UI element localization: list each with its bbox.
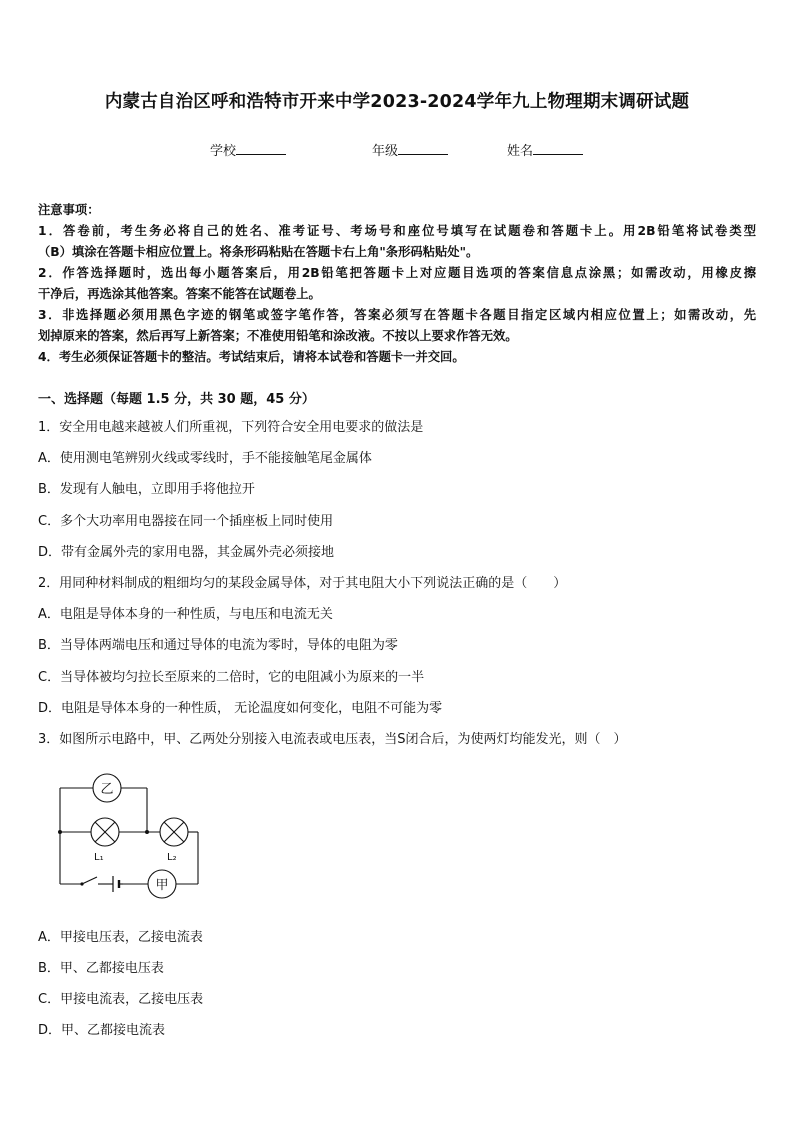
- note-line: 1．答卷前，考生务必将自己的姓名、准考证号、考场号和座位号填写在试题卷和答题卡上。用2B铅笔将试卷类型: [38, 224, 756, 238]
- name-field: [507, 140, 583, 159]
- option-b: B．甲、乙都接电压表: [38, 961, 164, 976]
- option-a: A．电阻是导体本身的一种性质，与电压和电流无关: [38, 607, 333, 622]
- option-c: C．甲接电流表，乙接电压表: [38, 992, 204, 1007]
- lamp-l1-icon: [91, 818, 119, 846]
- option-b: B．发现有人触电，立即用手将他拉开: [38, 482, 255, 497]
- grade-label: 年级: [372, 144, 399, 159]
- note-line: 4．考生必须保证答题卡的整洁。考试结束后，请将本试卷和答题卡一并交回。: [38, 350, 465, 364]
- question-stem: 1．安全用电越来越被人们所重视，下列符合安全用电要求的做法是: [38, 420, 424, 435]
- option-a: A．使用测电笔辨别火线或零线时，手不能接触笔尾金属体: [38, 451, 372, 466]
- name-label: 姓名: [507, 144, 534, 159]
- name-blank[interactable]: [533, 142, 583, 155]
- notes-heading: 注意事项：: [38, 203, 100, 217]
- section-heading: 一、选择题（每题 1.5 分，共 30 题，45 分）: [38, 392, 315, 407]
- option-a: A．甲接电压表，乙接电流表: [38, 930, 203, 945]
- option-d: D．电阻是导体本身的一种性质， 无论温度如何变化，电阻不可能为零: [38, 701, 443, 716]
- meter-jia-label: 甲: [155, 878, 169, 893]
- notes-section: [38, 200, 756, 368]
- option-d: D．甲、乙都接电流表: [38, 1023, 166, 1038]
- school-blank[interactable]: [236, 142, 286, 155]
- note-line: （B）填涂在答题卡相应位置上。将条形码粘贴在答题卡右上角"条形码粘贴处"。: [38, 245, 479, 259]
- note-line: 划掉原来的答案，然后再写上新答案；不准使用铅笔和涂改液。不按以上要求作答无效。: [38, 329, 518, 343]
- school-label: 学校: [210, 144, 237, 159]
- junction-dot: [145, 830, 149, 834]
- school-field: [210, 140, 286, 159]
- switch-icon: [80, 877, 97, 886]
- option-d: D．带有金属外壳的家用电器，其金属外壳必须接地: [38, 545, 335, 560]
- option-b: B．当导体两端电压和通过导体的电流为零时，导体的电阻为零: [38, 638, 398, 653]
- meter-yi-label: 乙: [100, 782, 114, 797]
- note-line: 3．非选择题必须用黑色字迹的钢笔或签字笔作答，答案必须写在答题卡各题目指定区域内相应位置上；如需改动，先: [38, 308, 756, 322]
- lamp-l1-label: L₁: [94, 852, 104, 863]
- battery-icon: [113, 876, 123, 892]
- meter-yi: [93, 774, 121, 802]
- note-line: 干净后，再选涂其他答案。答案不能答在试题卷上。: [38, 287, 321, 301]
- circuit-diagram: [50, 760, 210, 900]
- option-c: C．当导体被均匀拉长至原来的二倍时，它的电阻减小为原来的一半: [38, 670, 425, 685]
- junction-dot: [58, 830, 62, 834]
- lamp-l2-icon: [160, 818, 188, 846]
- grade-field: [372, 140, 448, 159]
- note-line: 2．作答选择题时，选出每小题答案后，用2B铅笔把答题卡上对应题目选项的答案信息点涂黑；如需改动，用橡皮擦: [38, 266, 756, 280]
- option-c: C．多个大功率用电器接在同一个插座板上同时使用: [38, 514, 334, 529]
- question-stem: 3．如图所示电路中，甲、乙两处分别接入电流表或电压表，当S闭合后，为使两灯均能发光，则（ ）: [38, 732, 627, 747]
- page-title: 内蒙古自治区呼和浩特市开来中学2023-2024学年九上物理期末调研试题: [104, 92, 690, 112]
- lamp-l2-label: L₂: [167, 852, 177, 863]
- grade-blank[interactable]: [398, 142, 448, 155]
- question-stem: 2．用同种材料制成的粗细均匀的某段金属导体，对于其电阻大小下列说法正确的是（ ）: [38, 576, 567, 591]
- meter-jia: [148, 870, 176, 898]
